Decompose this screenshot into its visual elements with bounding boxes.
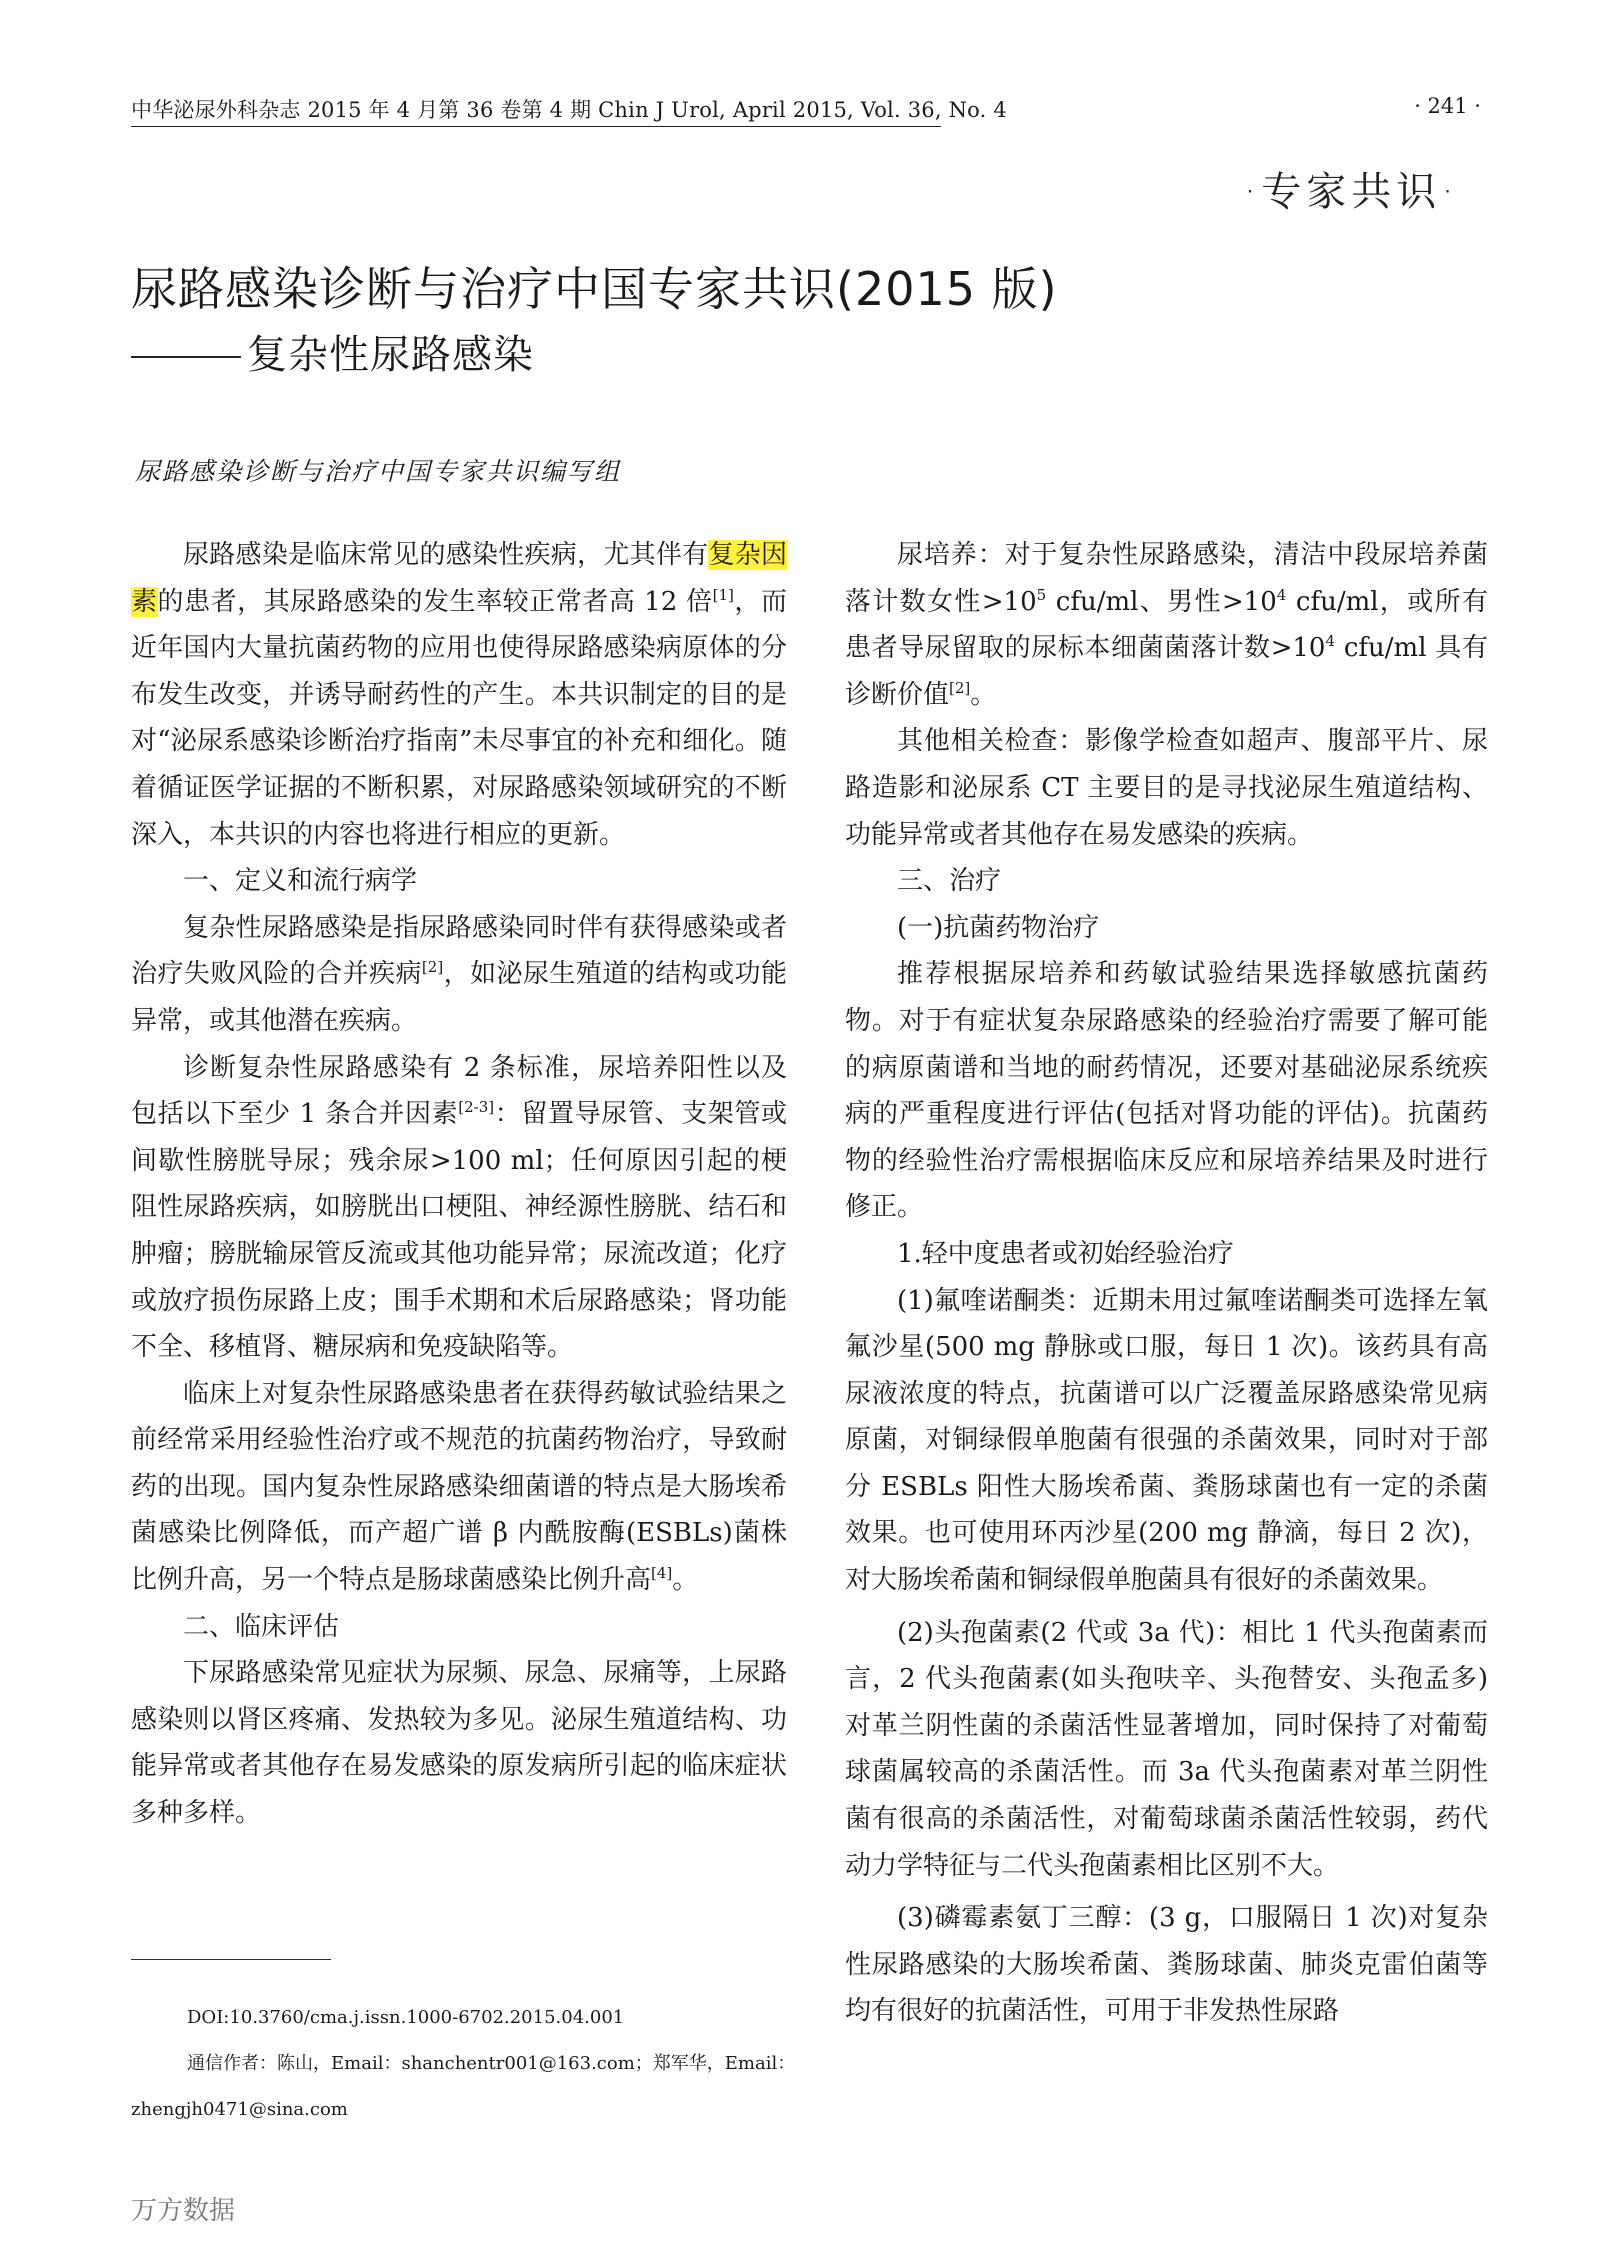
citation-ref: [4] — [651, 1564, 673, 1583]
highlighted-text: 复杂因素 — [131, 540, 787, 617]
header-rule — [131, 126, 941, 127]
citation-ref: [2] — [421, 958, 444, 977]
paragraph: 下尿路感染常见症状为尿频、尿急、尿痛等，上尿路感染则以肾区疼痛、发热较为多见。泌尿生殖道结构、功能异常或者其他存在易发感染的原发病所引起的临床症状多种多样。 — [131, 1658, 787, 1829]
title-sub-text: 复杂性尿路感染 — [247, 332, 534, 378]
paragraph: 复杂性尿路感染是指尿路感染同时伴有获得感染或者治疗失败风险的合并疾病[2]，如泌尿生殖道的结构或功能异常，或其他潜在疾病。 — [131, 912, 787, 1036]
paragraph: (1)氟喹诺酮类：近期未用过氟喹诺酮类可选择左氧氟沙星(500 mg 静脉或口服，每日 1 次)。该药具有高尿液浓度的特点，抗菌谱可以广泛覆盖尿路感染常见病原菌，对铜绿假单胞菌有很强的杀菌效果，同时对于部分 ESBLs 阳性大肠埃希菌、粪肠球菌也有一定的杀菌效果。也可使用环丙沙星(200 mg 静滴，每日 2 次)，对大肠埃希菌和铜绿假单胞菌具有很好的杀菌效果。 — [845, 1285, 1488, 1596]
paragraph: 推荐根据尿培养和药敏试验结果选择敏感抗菌药物。对于有症状复杂尿路感染的经验治疗需要了解可能的病原菌谱和当地的耐药情况，还要对基础泌尿系统疾病的严重程度进行评估(包括对肾功能的评估)。抗菌药物的经验性治疗需根据临床反应和尿培养结果及时进行修正。 — [845, 959, 1488, 1223]
section-tag: ·专家共识· — [1243, 169, 1459, 215]
section-heading: 一、定义和流行病学 — [183, 866, 418, 897]
title-dash — [131, 356, 241, 358]
doi: DOI:10.3760/cma.j.issn.1000-6702.2015.04.001 — [187, 2007, 625, 2028]
journal-citation: 中华泌尿外科杂志 2015 年 4 月第 36 卷第 4 期 Chin J Urol, April 2015, Vol. 36, No. 4 — [131, 98, 1007, 122]
paragraph: 尿路感染是临床常见的感染性疾病，尤其伴有复杂因素的患者，其尿路感染的发生率较正常者高 12 倍[1]，而近年国内大量抗菌药物的应用也使得尿路感染病原体的分布发生改变，并诱导耐药性的产生。本共识制定的目的是对“泌尿系感染诊断治疗指南”未尽事宜的补充和细化。随着循证医学证据的不断积累，对尿路感染领域研究的不断深入，本共识的内容也将进行相应的更新。 — [131, 540, 787, 850]
section-heading: 三、治疗 — [897, 866, 1002, 897]
section-heading: 二、临床评估 — [183, 1611, 340, 1642]
subsection-heading: (一)抗菌药物治疗 — [897, 912, 1100, 943]
footnotes — [131, 1995, 796, 2133]
left-column — [131, 532, 787, 1837]
article-title — [131, 258, 1431, 384]
citation-ref: [1] — [712, 585, 734, 604]
subsection-heading: 1.轻中度患者或初始经验治疗 — [897, 1238, 1234, 1269]
paragraph: (2)头孢菌素(2 代或 3a 代)：相比 1 代头孢菌素而言，2 代头孢菌素(如头孢呋辛、头孢替安、头孢孟多)对革兰阴性菌的杀菌活性显著增加，同时保持了对葡萄球菌属较高的杀菌活性。而 3a 代头孢菌素对革兰阴性菌有很高的杀菌活性，对葡萄球菌杀菌活性较弱，药代动力学特征与二代头孢菌素相比区别不大。 — [845, 1617, 1488, 1881]
title-main: 尿路感染诊断与治疗中国专家共识(2015 版) — [131, 262, 1058, 316]
footnote-rule — [131, 1959, 331, 1960]
corresponding-author-email: zhengjh0471@sina.com — [131, 2099, 348, 2120]
page-number: · 241 · — [1414, 94, 1481, 118]
paragraph: 其他相关检查：影像学检查如超声、腹部平片、尿路造影和泌尿系 CT 主要目的是寻找泌尿生殖道结构、功能异常或者其他存在易发感染的疾病。 — [845, 726, 1488, 850]
paragraph: 诊断复杂性尿路感染有 2 条标准，尿培养阳性以及包括以下至少 1 条合并因素[2-3]：留置导尿管、支架管或间歇性膀胱导尿；残余尿>100 ml；任何原因引起的梗阻性尿路疾病，如膀胱出口梗阻、神经源性膀胱、结石和肿瘤；膀胱输尿管反流或其他功能异常；尿流改道；化疗或放疗损伤尿路上皮；围手术期和术后尿路感染；肾功能不全、移植肾、糖尿病和免疫缺陷等。 — [131, 1052, 787, 1363]
title-sub — [131, 326, 1431, 384]
corresponding-author: 通信作者：陈山，Email：shanchentr001@163.com；郑军华，Email： — [187, 2053, 796, 2074]
paragraph: (3)磷霉素氨丁三醇：(3 g，口服隔日 1 次)对复杂性尿路感染的大肠埃希菌、粪肠球菌、肺炎克雷伯菌等均有很好的抗菌活性，可用于非发热性尿路 — [845, 1903, 1488, 2027]
paragraph: 临床上对复杂性尿路感染患者在获得药敏试验结果之前经常采用经验性治疗或不规范的抗菌药物治疗，导致耐药的出现。国内复杂性尿路感染细菌谱的特点是大肠埃希菌感染比例降低，而产超广谱 β 内酰胺酶(ESBLs)菌株比例升高，另一个特点是肠球菌感染比例升高[4]。 — [131, 1378, 787, 1596]
citation-ref: [2] — [949, 678, 971, 697]
authors: 尿路感染诊断与治疗中国专家共识编写组 — [135, 457, 622, 486]
running-header — [131, 94, 1481, 128]
paragraph: 尿培养：对于复杂性尿路感染，清洁中段尿培养菌落计数女性$>10^5$ cfu/ml、男性$>10^4$ cfu/ml，或所有患者导尿留取的尿标本细菌菌落计数$>10^4$ cfu/ml 具有诊断价值[2]。 — [845, 540, 1488, 710]
citation-ref: [2-3] — [458, 1098, 495, 1117]
right-column — [845, 532, 1488, 2035]
watermark: 万方数据 — [131, 2196, 236, 2226]
